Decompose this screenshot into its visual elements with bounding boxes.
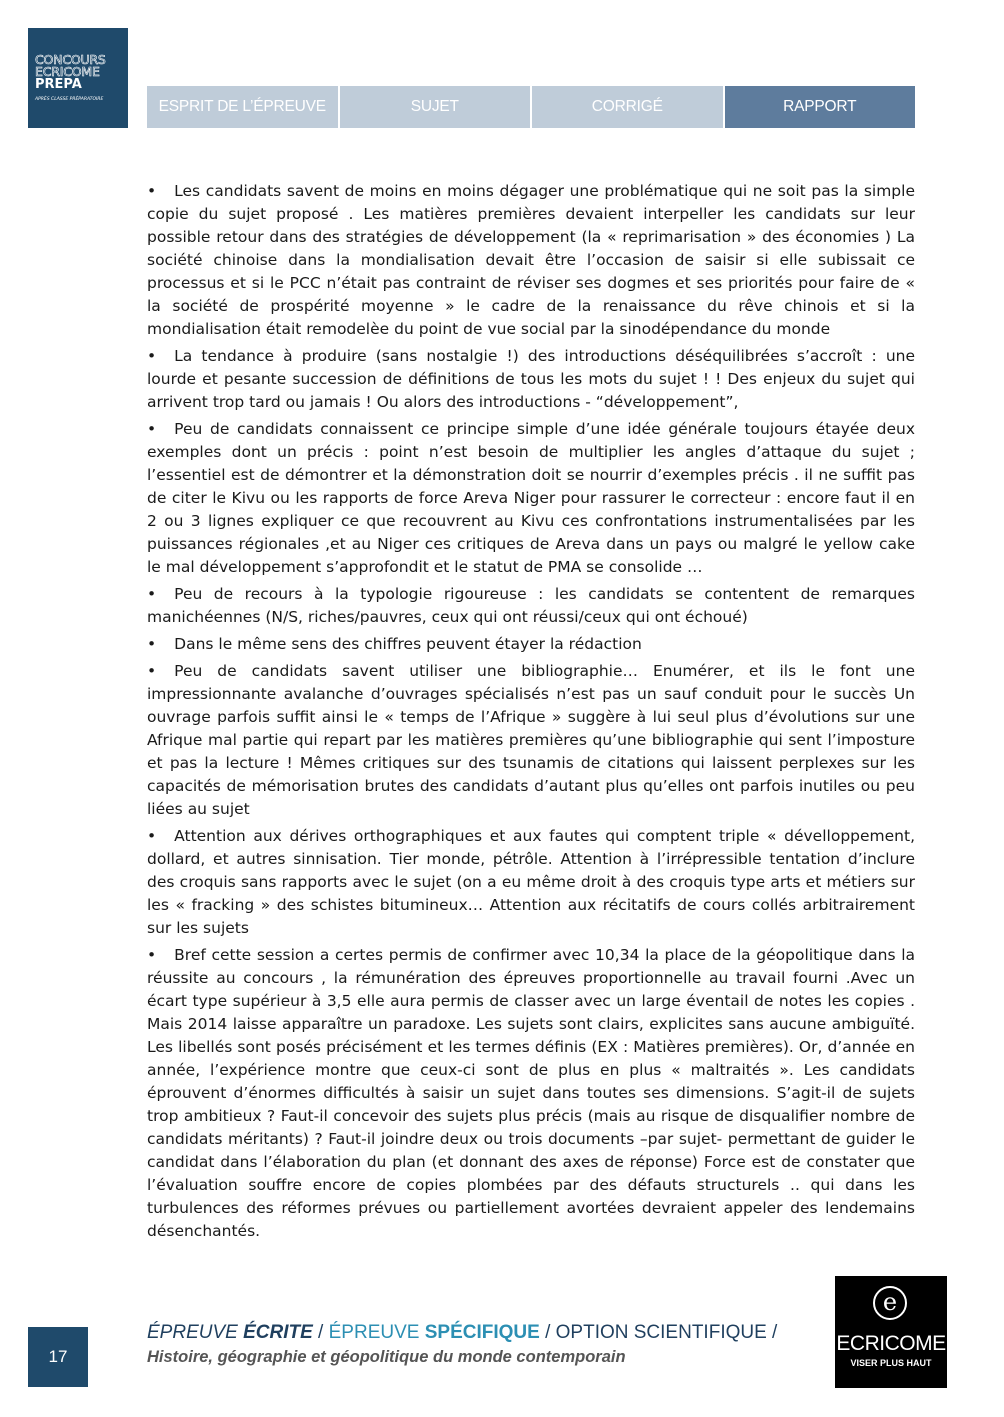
- footer-part: ÉPREUVE: [147, 1322, 244, 1343]
- report-body: [147, 180, 915, 1247]
- logo-line-classe: APRÈS CLASSE PRÉPARATOIRE: [35, 97, 104, 102]
- tab-esprit[interactable]: ESPRIT DE L’ÉPREUVE: [147, 86, 338, 128]
- tab-sujet[interactable]: SUJET: [340, 86, 531, 128]
- footer-part: SPÉCIFIQUE: [424, 1322, 540, 1343]
- paragraph-text: Bref cette session a certes permis de confirmer avec 10,34 la place de la géopolitique dans la réussite au concours , la rémunération des épreuves proportionnelle au travail fourni .Avec un écart type supérieur à 3,5 elle aura permis de classer avec un large éventail de notes les copies . Mais 2014 laisse apparaître un paradoxe. Les sujets sont clairs, explicites sans aucune ambiguïté. Les libellés sont posés précisément et les termes définis (EX : Matières premières). Or, d’année en année, l’expérience montre que ceux-ci sont de plus en plus « maltraités ». Les candidats éprouvent d’énormes difficultés à saisir un sujet dans toutes ses dimensions. S’agit-il de sujets trop ambitieux ? Faut-il concevoir des sujets plus précis (mais au risque de disqualifier nombre de candidats méritants) ? Faut-il joindre deux ou trois documents –par sujet- permettant de guider le candidat dans l’élaboration du plan (et donnant des axes de réponse) Force est de constater que l’évaluation souffre encore de copies plombées par des défauts structurels .. qui dans les turbulences des réformes prévues ou partiellement avortées devraient appeler des lendemains désenchantés.: [147, 946, 915, 1240]
- paragraph-text: La tendance à produire (sans nostalgie !) des introductions déséquilibrées s’accroît : une lourde et pesante succession de définitions de tous les mots du sujet ! ! Des enjeux du sujet qui arrivent trop tard ou jamais ! Ou alors des introductions - “développement”,: [147, 347, 915, 411]
- footer-part: OPTION SCIENTIFIQUE: [555, 1322, 767, 1343]
- bullet: •: [147, 182, 157, 200]
- footer-part: ÉCRITE: [243, 1322, 313, 1343]
- paragraph: [147, 180, 915, 341]
- footer-separator: /: [766, 1322, 778, 1343]
- footer-separator: /: [312, 1322, 329, 1343]
- paragraph: [147, 418, 915, 579]
- brand-name: ECRICOME: [836, 1332, 946, 1355]
- bullet: •: [147, 946, 157, 964]
- logo-line-concours: CONCOURS: [35, 52, 106, 67]
- bullet: •: [147, 662, 157, 680]
- footer-subtitle: Histoire, géographie et géopolitique du monde contemporain: [147, 1348, 626, 1366]
- bullet: •: [147, 635, 157, 653]
- paragraph: [147, 583, 915, 629]
- ecricome-brand-logo: [835, 1276, 947, 1388]
- paragraph-text: Peu de candidats savent utiliser une bibliographie… Enumérer, et ils le font une impressionnante avalanche d’ouvrages spécialisés n’est pas un sauf conduit pour le succès Un ouvrage parfois suffit ainsi le « temps de l’Afrique » suggère à lui seul plus d’évolutions sur une Afrique mal partie qui repart par les matières premières qu’une bibliographie qui sent l’imposture et pas la lecture ! Mêmes critiques sur des tsunamis de citations qui laissent perplexes sur les capacités de mémorisation brutes des candidats d’autant plus qu’elles ont parfois inutiles ou peu liées au sujet: [147, 662, 915, 818]
- paragraph-text: Les candidats savent de moins en moins dégager une problématique qui ne soit pas la simple copie du sujet proposé . Les matières premières devaient interpeller les candidats sur leur possible retour dans des stratégies de développement (la « reprimarisation » des économies ) La société chinoise dans la mondialisation devait être l’occasion de saisir si elle subissait ce processus et si le PCC n’était pas contraint de réviser ses dogmes et ses priorités pour faire de « la société de prospérité moyenne » le cadre de la renaissance du rêve chinois et si la mondialisation était remodelèe du point de vue social par la sinodépendance du monde: [147, 182, 915, 338]
- brand-letter-icon: e: [873, 1286, 907, 1320]
- concours-logo: [28, 28, 128, 128]
- logo-line-prepa: PREPA: [35, 77, 82, 92]
- footer-part: ÉPREUVE: [328, 1322, 425, 1343]
- footer-separator: /: [539, 1322, 556, 1343]
- paragraph-text: Dans le même sens des chiffres peuvent étayer la rédaction: [174, 635, 642, 653]
- bullet: •: [147, 827, 157, 845]
- footer-title: [147, 1322, 777, 1344]
- bullet: •: [147, 420, 157, 438]
- page-number: 17: [28, 1327, 88, 1387]
- paragraph: [147, 944, 915, 1243]
- brand-tagline: VISER PLUS HAUT: [850, 1358, 932, 1368]
- paragraph: [147, 660, 915, 821]
- tab-rapport[interactable]: RAPPORT: [725, 86, 916, 128]
- paragraph-text: Attention aux dérives orthographiques et aux fautes qui comptent triple « dévelloppement, dollard, et autres sinnisation. Tier monde, pétrôle. Attention à l’irrépressible tentation d’inclure des croquis sans rapports avec le sujet (on a eu même droit à des croquis type arts et métiers sur les « fracking » des schistes bitumineux… Attention aux récitatifs de cours collés arbitrairement sur les sujets: [147, 827, 915, 937]
- paragraph: [147, 633, 915, 656]
- paragraph: [147, 825, 915, 940]
- paragraph-text: Peu de recours à la typologie rigoureuse : les candidats se contentent de remarques manichéennes (N/S, riches/pauvres, ceux qui ont réussi/ceux qui ont échoué): [147, 585, 915, 626]
- logo-line-ecricome: ECRICOME: [35, 64, 100, 79]
- section-tabs: [147, 86, 915, 128]
- bullet: •: [147, 347, 157, 365]
- tab-corrige[interactable]: CORRIGÉ: [532, 86, 723, 128]
- paragraph-text: Peu de candidats connaissent ce principe simple d’une idée générale toujours étayée deux exemples dont un précis : point n’est besoin de multiplier les angles d’attaque du sujet ; l’essentiel est de démontrer et la démonstration doit se nourrir d’exemples précis . il ne suffit pas de citer le Kivu ou les rapports de force Areva Niger pour rassurer le correcteur : encore faut il en 2 ou 3 lignes expliquer ce que recouvrent au Kivu ces confrontations instrumentalisées par les puissances régionales ,et au Niger ces critiques de Areva dans un pays ou malgré le yellow cake le mal développement s’approfondit et le statut de PMA se consolide …: [147, 420, 915, 576]
- paragraph: [147, 345, 915, 414]
- footer: [147, 1322, 777, 1367]
- bullet: •: [147, 585, 157, 603]
